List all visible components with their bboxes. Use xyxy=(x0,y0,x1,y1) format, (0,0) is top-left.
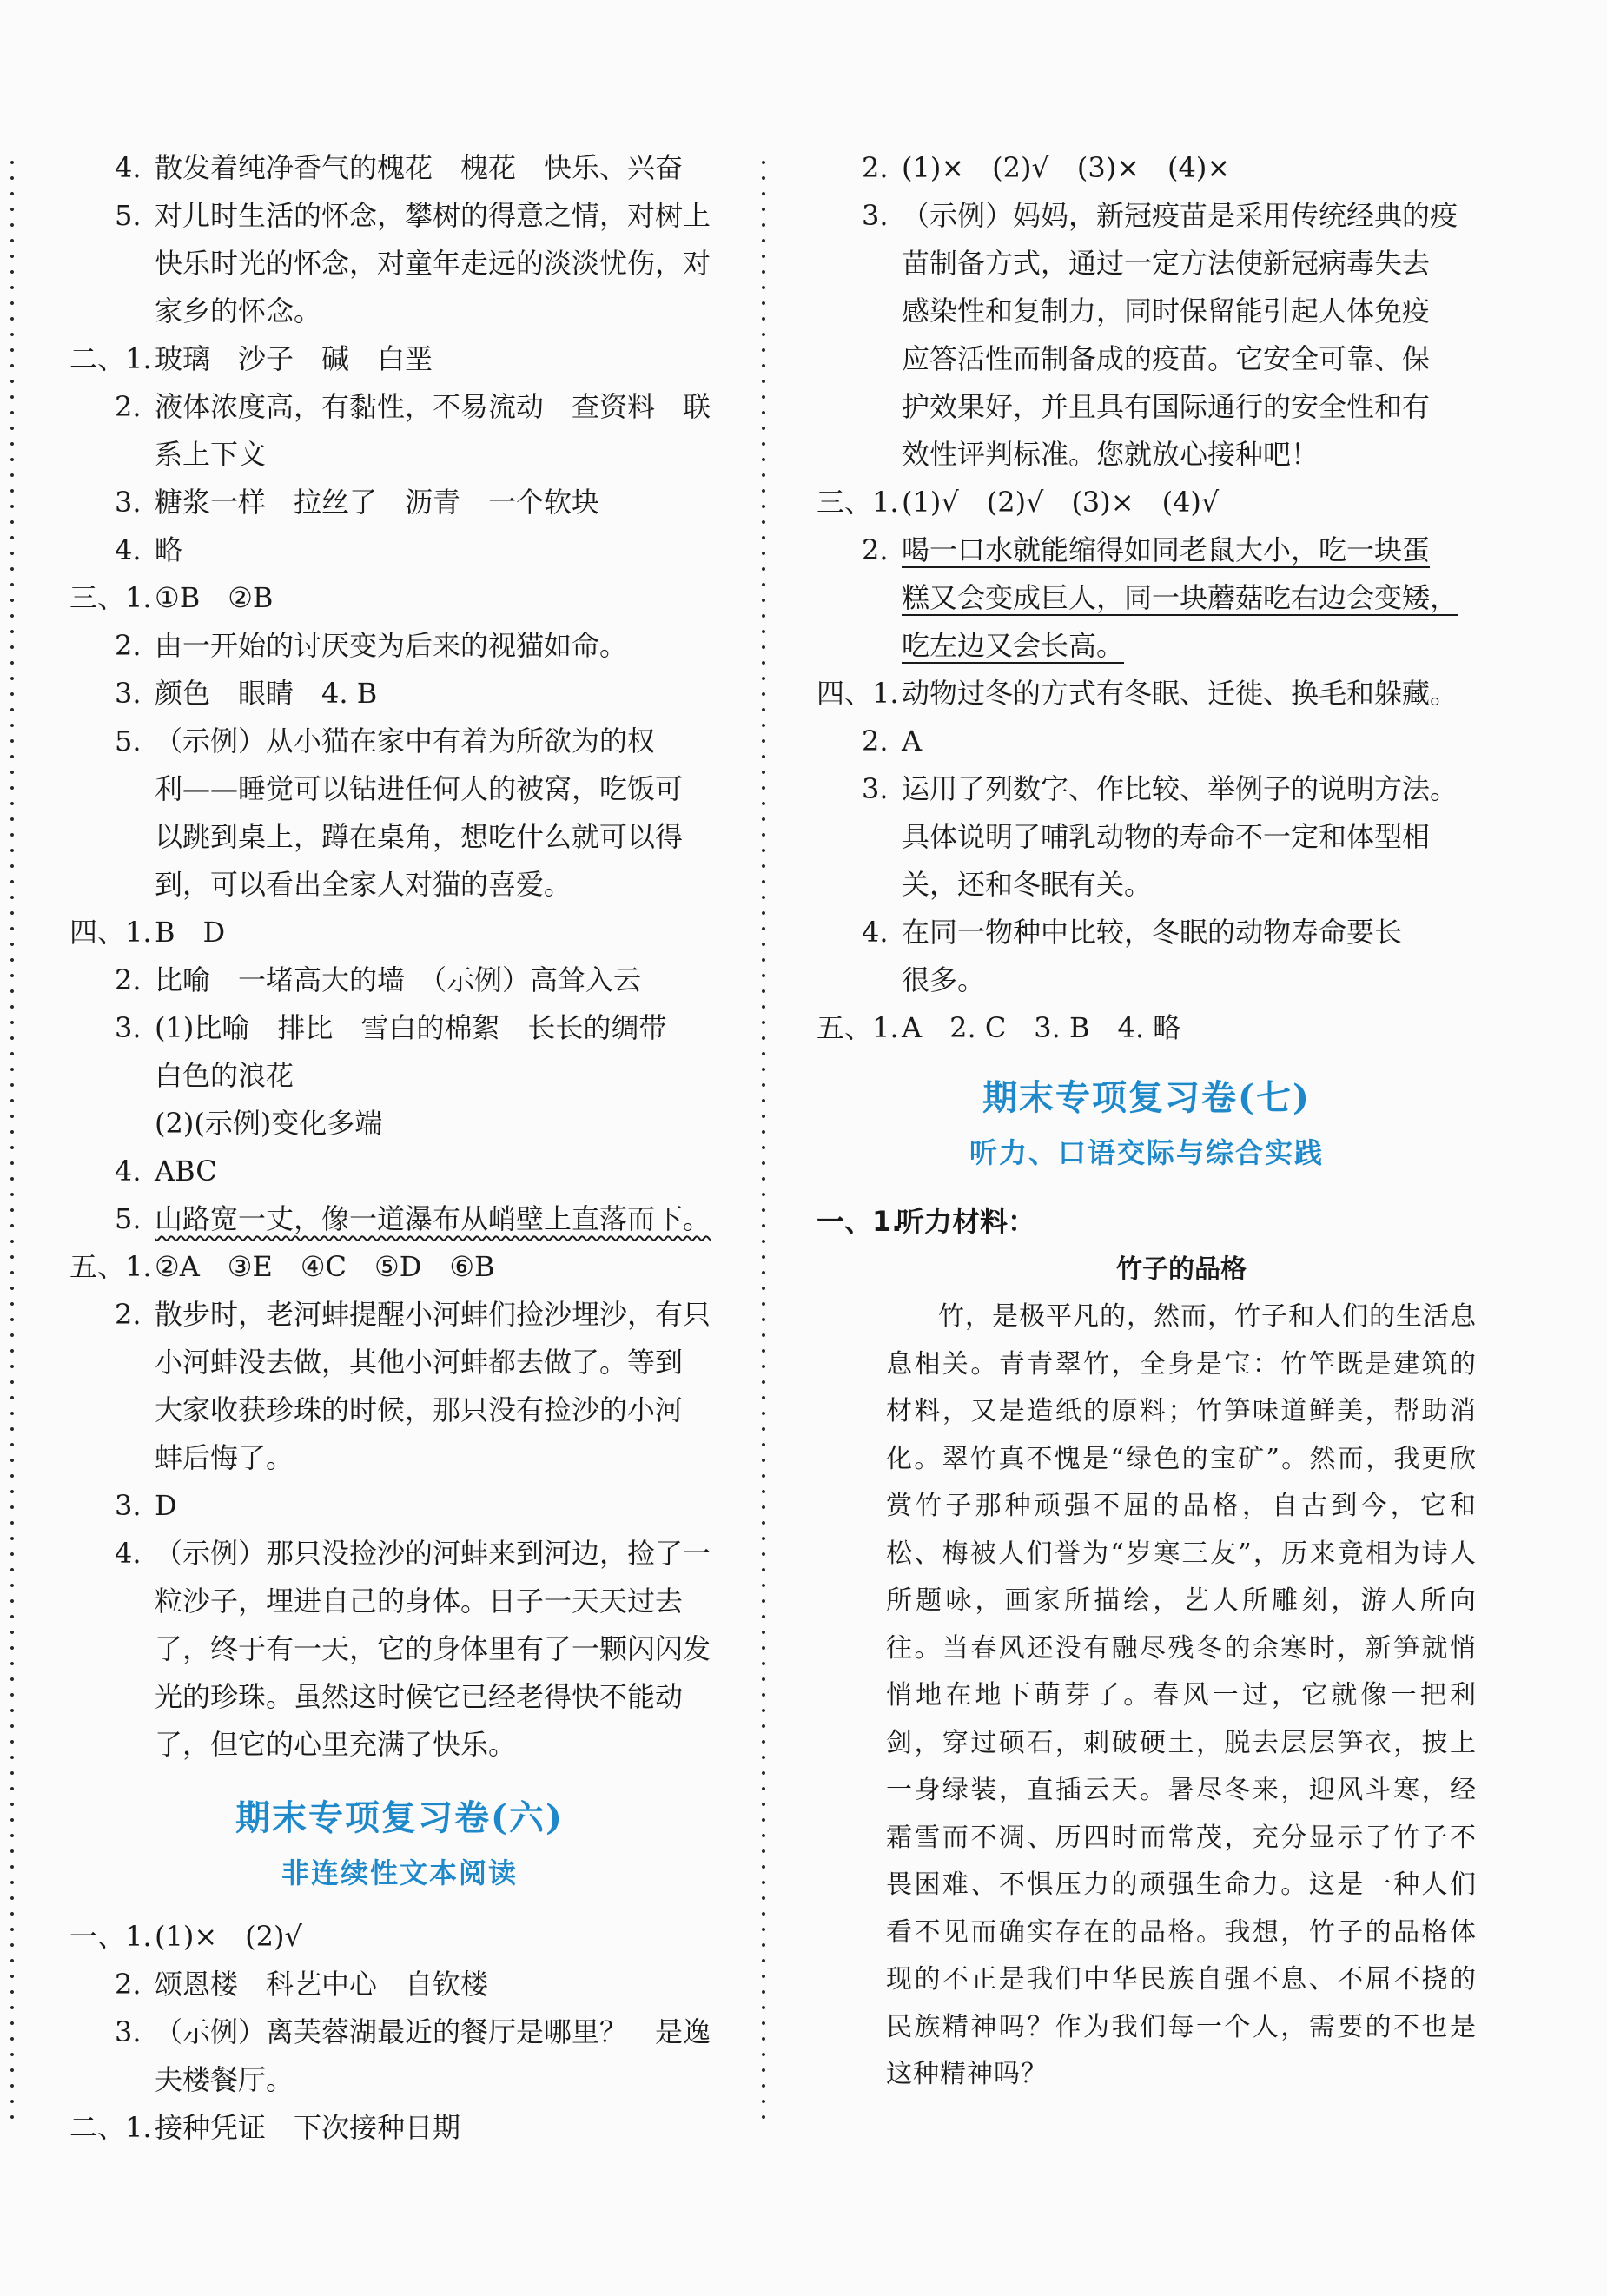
left-answer-list xyxy=(69,144,730,1769)
left-column xyxy=(69,144,730,2152)
passage-body: 竹，是极平凡的，然而，竹子和人们的生活息息相关。青青翠竹，全身是宝：竹竿既是建筑的材料，又是造纸的原料；竹笋味道鲜美，帮助消化。翠竹真不愧是“绿色的宝矿”。然而，我更欣赏竹子那种顽强不屈的品格，自古到今，它和松、梅被人们誉为“岁寒三友”，历来竟相为诗人所题咏，画家所描绘，艺人所雕刻，游人所向往。当春风还没有融尽残冬的余寒时，新笋就悄悄地在地下萌芽了。春风一过，它就像一把利剑，穿过硕石，刺破硬土，脱去层层笋衣，披上一身绿装，直插云天。暑尽冬来，迎风斗寒，经霜雪而不凋、历四时而常茂，充分显示了竹子不畏困难、不惧压力的顽强生命力。这是一种人们看不见而确实存在的品格。我想，竹子的品格体现的不正是我们中华民族自强不息、不屈不挠的民族精神吗？作为我们每一个人，需要的不也是这种精神吗？ xyxy=(886,1301,1477,2089)
answer-text: 糕又会变成巨人，同一块蘑菇吃右边会变矮， xyxy=(902,581,1458,614)
answer-line xyxy=(69,192,730,240)
answer-label: 4. xyxy=(115,151,142,184)
answer-line xyxy=(69,1530,730,1578)
answer-line xyxy=(69,2104,730,2152)
answer-text: 对儿时生活的怀念，攀树的得意之情，对树上 xyxy=(155,199,711,232)
answer-text: 喝一口水就能缩得如同老鼠大小，吃一块蛋 xyxy=(902,533,1431,566)
answer-text: 吃左边又会长高。 xyxy=(902,629,1125,662)
answer-text: 具体说明了哺乳动物的寿命不一定和体型相 xyxy=(902,820,1431,853)
answer-label: 四、1. xyxy=(817,677,899,710)
answer-label: 5. xyxy=(115,199,142,232)
answer-line xyxy=(69,1482,730,1530)
answer-line xyxy=(817,670,1477,718)
answer-text: 粒沙子，埋进自己的身体。日子一天天过去 xyxy=(155,1585,684,1618)
right-column xyxy=(817,144,1477,2099)
answer-label: 4. xyxy=(115,533,142,566)
answer-text: 颂恩楼 科艺中心 自钦楼 xyxy=(155,1968,489,2001)
answer-line xyxy=(69,1339,730,1386)
answer-text: 玻璃 沙子 碱 白垩 xyxy=(155,342,433,375)
center-dotted-divider xyxy=(762,155,765,2128)
answer-label: 3. xyxy=(115,1011,142,1044)
answer-line xyxy=(69,2056,730,2104)
answer-text: 小河蚌没去做，其他小河蚌都去做了。等到 xyxy=(155,1346,684,1379)
answer-label: 4. xyxy=(115,1537,142,1570)
answer-line xyxy=(69,1195,730,1243)
answer-line xyxy=(69,383,730,431)
answer-line xyxy=(69,1578,730,1625)
answer-line xyxy=(817,622,1477,670)
answer-text: 接种凭证 下次接种日期 xyxy=(155,2111,461,2144)
passage-title: 竹子的品格 xyxy=(1116,1254,1247,1285)
answer-line xyxy=(69,526,730,574)
answer-text: (1)比喻 排比 雪白的棉絮 长长的绸带 xyxy=(155,1011,667,1044)
answer-text: (2)(示例)变化多端 xyxy=(155,1107,383,1140)
answer-text: 家乡的怀念。 xyxy=(155,294,322,328)
answer-line xyxy=(817,813,1477,861)
answer-label: 2. xyxy=(862,533,889,566)
answer-label: 一、1. xyxy=(817,1205,903,1238)
answer-line xyxy=(69,1961,730,2008)
answer-label: 2. xyxy=(115,390,142,423)
answer-label: 四、1. xyxy=(69,916,152,949)
section-six-subtitle: 非连续性文本阅读 xyxy=(281,1856,518,1889)
answer-text: 夫楼餐厅。 xyxy=(155,2063,294,2096)
answer-line xyxy=(69,1004,730,1052)
answer-text: A 2. C 3. B 4. 略 xyxy=(902,1011,1181,1044)
answer-text: 山路宽一丈，像一道瀑布从峭壁上直落而下。 xyxy=(155,1202,711,1235)
answer-line xyxy=(69,335,730,383)
answer-text: 护效果好，并且具有国际通行的安全性和有 xyxy=(902,390,1431,423)
answer-line xyxy=(817,431,1477,479)
answer-text: （示例）离芙蓉湖最近的餐厅是哪里？ 是逸 xyxy=(155,2015,711,2048)
answer-label: 三、1. xyxy=(817,486,899,519)
answer-line xyxy=(69,574,730,622)
answer-label: 三、1. xyxy=(69,581,152,614)
answer-text: ①B ②B xyxy=(155,581,274,614)
answer-line xyxy=(817,574,1477,622)
answer-label: 一、1. xyxy=(69,1920,152,1953)
answer-text: 很多。 xyxy=(902,963,986,996)
answer-line xyxy=(817,526,1477,574)
answer-line xyxy=(69,2008,730,2056)
section-six-answer-list xyxy=(69,1913,730,2152)
answer-line xyxy=(817,909,1477,956)
answer-line xyxy=(69,1434,730,1482)
answer-text: ②A ③E ④C ⑤D ⑥B xyxy=(155,1250,495,1283)
answer-text: 苗制备方式，通过一定方法使新冠病毒失去 xyxy=(902,247,1431,280)
answer-label: 五、1. xyxy=(817,1011,899,1044)
answer-text: 运用了列数字、作比较、举例子的说明方法。 xyxy=(902,772,1458,805)
answer-label: 4. xyxy=(862,916,889,949)
answer-line xyxy=(69,1291,730,1339)
section-seven-subtitle: 听力、口语交际与综合实践 xyxy=(969,1136,1324,1169)
answer-text: 散发着纯净香气的槐花 槐花 快乐、兴奋 xyxy=(155,151,684,184)
answer-text: 快乐时光的怀念，对童年走远的淡淡忧伤，对 xyxy=(155,247,711,280)
answer-line xyxy=(69,1625,730,1673)
listening-heading xyxy=(817,1198,1477,1246)
answer-text: 了，但它的心里充满了快乐。 xyxy=(155,1728,517,1761)
answer-label: 2. xyxy=(115,1298,142,1331)
answer-line xyxy=(817,288,1477,335)
answer-label: 2. xyxy=(115,629,142,662)
answer-label: 4. xyxy=(115,1155,142,1188)
answer-text: (1)× (2)√ xyxy=(155,1920,302,1953)
answer-line xyxy=(817,956,1477,1004)
answer-text: 了，终于有一天，它的身体里有了一颗闪闪发 xyxy=(155,1632,711,1665)
answer-line xyxy=(69,288,730,335)
answer-line xyxy=(817,240,1477,288)
answer-line xyxy=(817,861,1477,909)
answer-line xyxy=(69,1100,730,1148)
answer-text: ABC xyxy=(155,1155,217,1188)
answer-text: B D xyxy=(155,916,226,949)
answer-line xyxy=(69,1243,730,1291)
answer-text: （示例）妈妈，新冠疫苗是采用传统经典的疫 xyxy=(902,199,1458,232)
answer-label: 3. xyxy=(862,199,889,232)
answer-label: 5. xyxy=(115,725,142,758)
listening-label-text: 听力材料： xyxy=(896,1205,1036,1238)
answer-line xyxy=(817,144,1477,192)
answer-text: 比喻 一堵高大的墙 （示例）高耸入云 xyxy=(155,963,642,996)
answer-line xyxy=(69,431,730,479)
answer-text: 蚌后悔了。 xyxy=(155,1441,294,1474)
answer-line xyxy=(69,765,730,813)
answer-label: 3. xyxy=(862,772,889,805)
answer-label: 二、1. xyxy=(69,342,152,375)
answer-text: 利——睡觉可以钻进任何人的被窝，吃饭可 xyxy=(155,772,684,805)
answer-line xyxy=(817,335,1477,383)
answer-text: 白色的浪花 xyxy=(155,1059,294,1092)
answer-line xyxy=(69,909,730,956)
answer-line xyxy=(69,813,730,861)
answer-line xyxy=(69,670,730,718)
answer-text: （示例）从小猫在家中有着为所欲为的权 xyxy=(155,725,656,758)
answer-line xyxy=(69,1052,730,1100)
answer-line xyxy=(817,718,1477,765)
answer-text: 以跳到桌上，蹲在桌角，想吃什么就可以得 xyxy=(155,820,684,853)
answer-text: (1)√ (2)√ (3)× (4)√ xyxy=(902,486,1220,519)
answer-label: 5. xyxy=(115,1202,142,1235)
answer-text: (1)× (2)√ (3)× (4)× xyxy=(902,151,1231,184)
answer-text: 大家收获珍珠的时候，那只没有捡沙的小河 xyxy=(155,1393,684,1426)
answer-text: 颜色 眼睛 4. B xyxy=(155,677,378,710)
answer-line xyxy=(817,1004,1477,1052)
answer-line xyxy=(69,861,730,909)
answer-line xyxy=(817,765,1477,813)
answer-text: 光的珍珠。虽然这时候它已经老得快不能动 xyxy=(155,1680,684,1713)
answer-text: 应答活性而制备成的疫苗。它安全可靠、保 xyxy=(902,342,1431,375)
answer-line xyxy=(69,1673,730,1721)
answer-label: 2. xyxy=(115,963,142,996)
answer-text: 系上下文 xyxy=(155,438,267,471)
answer-label: 二、1. xyxy=(69,2111,152,2144)
answer-line xyxy=(69,479,730,526)
answer-text: 糖浆一样 拉丝了 沥青 一个软块 xyxy=(155,486,600,519)
answer-line xyxy=(69,1386,730,1434)
answer-text: A xyxy=(902,725,923,758)
answer-line xyxy=(69,1721,730,1769)
answer-text: 散步时，老河蚌提醒小河蚌们捡沙埋沙，有只 xyxy=(155,1298,711,1331)
answer-text: 液体浓度高，有黏性，不易流动 查资料 联 xyxy=(155,390,711,423)
answer-text: 略 xyxy=(155,533,183,566)
answer-text: （示例）那只没捡沙的河蚌来到河边，捡了一 xyxy=(155,1537,711,1570)
answer-line xyxy=(817,383,1477,431)
answer-text: 由一开始的讨厌变为后来的视猫如命。 xyxy=(155,629,628,662)
answer-text: 动物过冬的方式有冬眠、迁徙、换毛和躲藏。 xyxy=(902,677,1458,710)
answer-label: 3. xyxy=(115,2015,142,2048)
answer-text: 关，还和冬眠有关。 xyxy=(902,868,1153,901)
answer-line xyxy=(817,192,1477,240)
left-dotted-margin xyxy=(10,155,14,2128)
answer-label: 3. xyxy=(115,486,142,519)
answer-label: 3. xyxy=(115,677,142,710)
section-six-title: 期末专项复习卷(六) xyxy=(235,1797,564,1838)
answer-label: 2. xyxy=(862,725,889,758)
answer-text: 在同一物种中比较，冬眠的动物寿命要长 xyxy=(902,916,1403,949)
answer-text: 效性评判标准。您就放心接种吧！ xyxy=(902,438,1319,471)
answer-label: 3. xyxy=(115,1489,142,1522)
answer-text: 到，可以看出全家人对猫的喜爱。 xyxy=(155,868,572,901)
answer-text: 感染性和复制力，同时保留能引起人体免疫 xyxy=(902,294,1431,328)
answer-label: 2. xyxy=(115,1968,142,2001)
answer-label: 2. xyxy=(862,151,889,184)
answer-label: 五、1. xyxy=(69,1250,152,1283)
answer-text: D xyxy=(155,1489,177,1522)
answer-line xyxy=(69,1913,730,1961)
answer-line xyxy=(69,956,730,1004)
answer-line xyxy=(69,144,730,192)
section-seven-title: 期末专项复习卷(七) xyxy=(982,1077,1311,1118)
right-answer-list xyxy=(817,144,1477,1052)
answer-line xyxy=(69,240,730,288)
answer-line xyxy=(69,1148,730,1195)
answer-line xyxy=(69,718,730,765)
answer-line xyxy=(817,479,1477,526)
answer-line xyxy=(69,622,730,670)
